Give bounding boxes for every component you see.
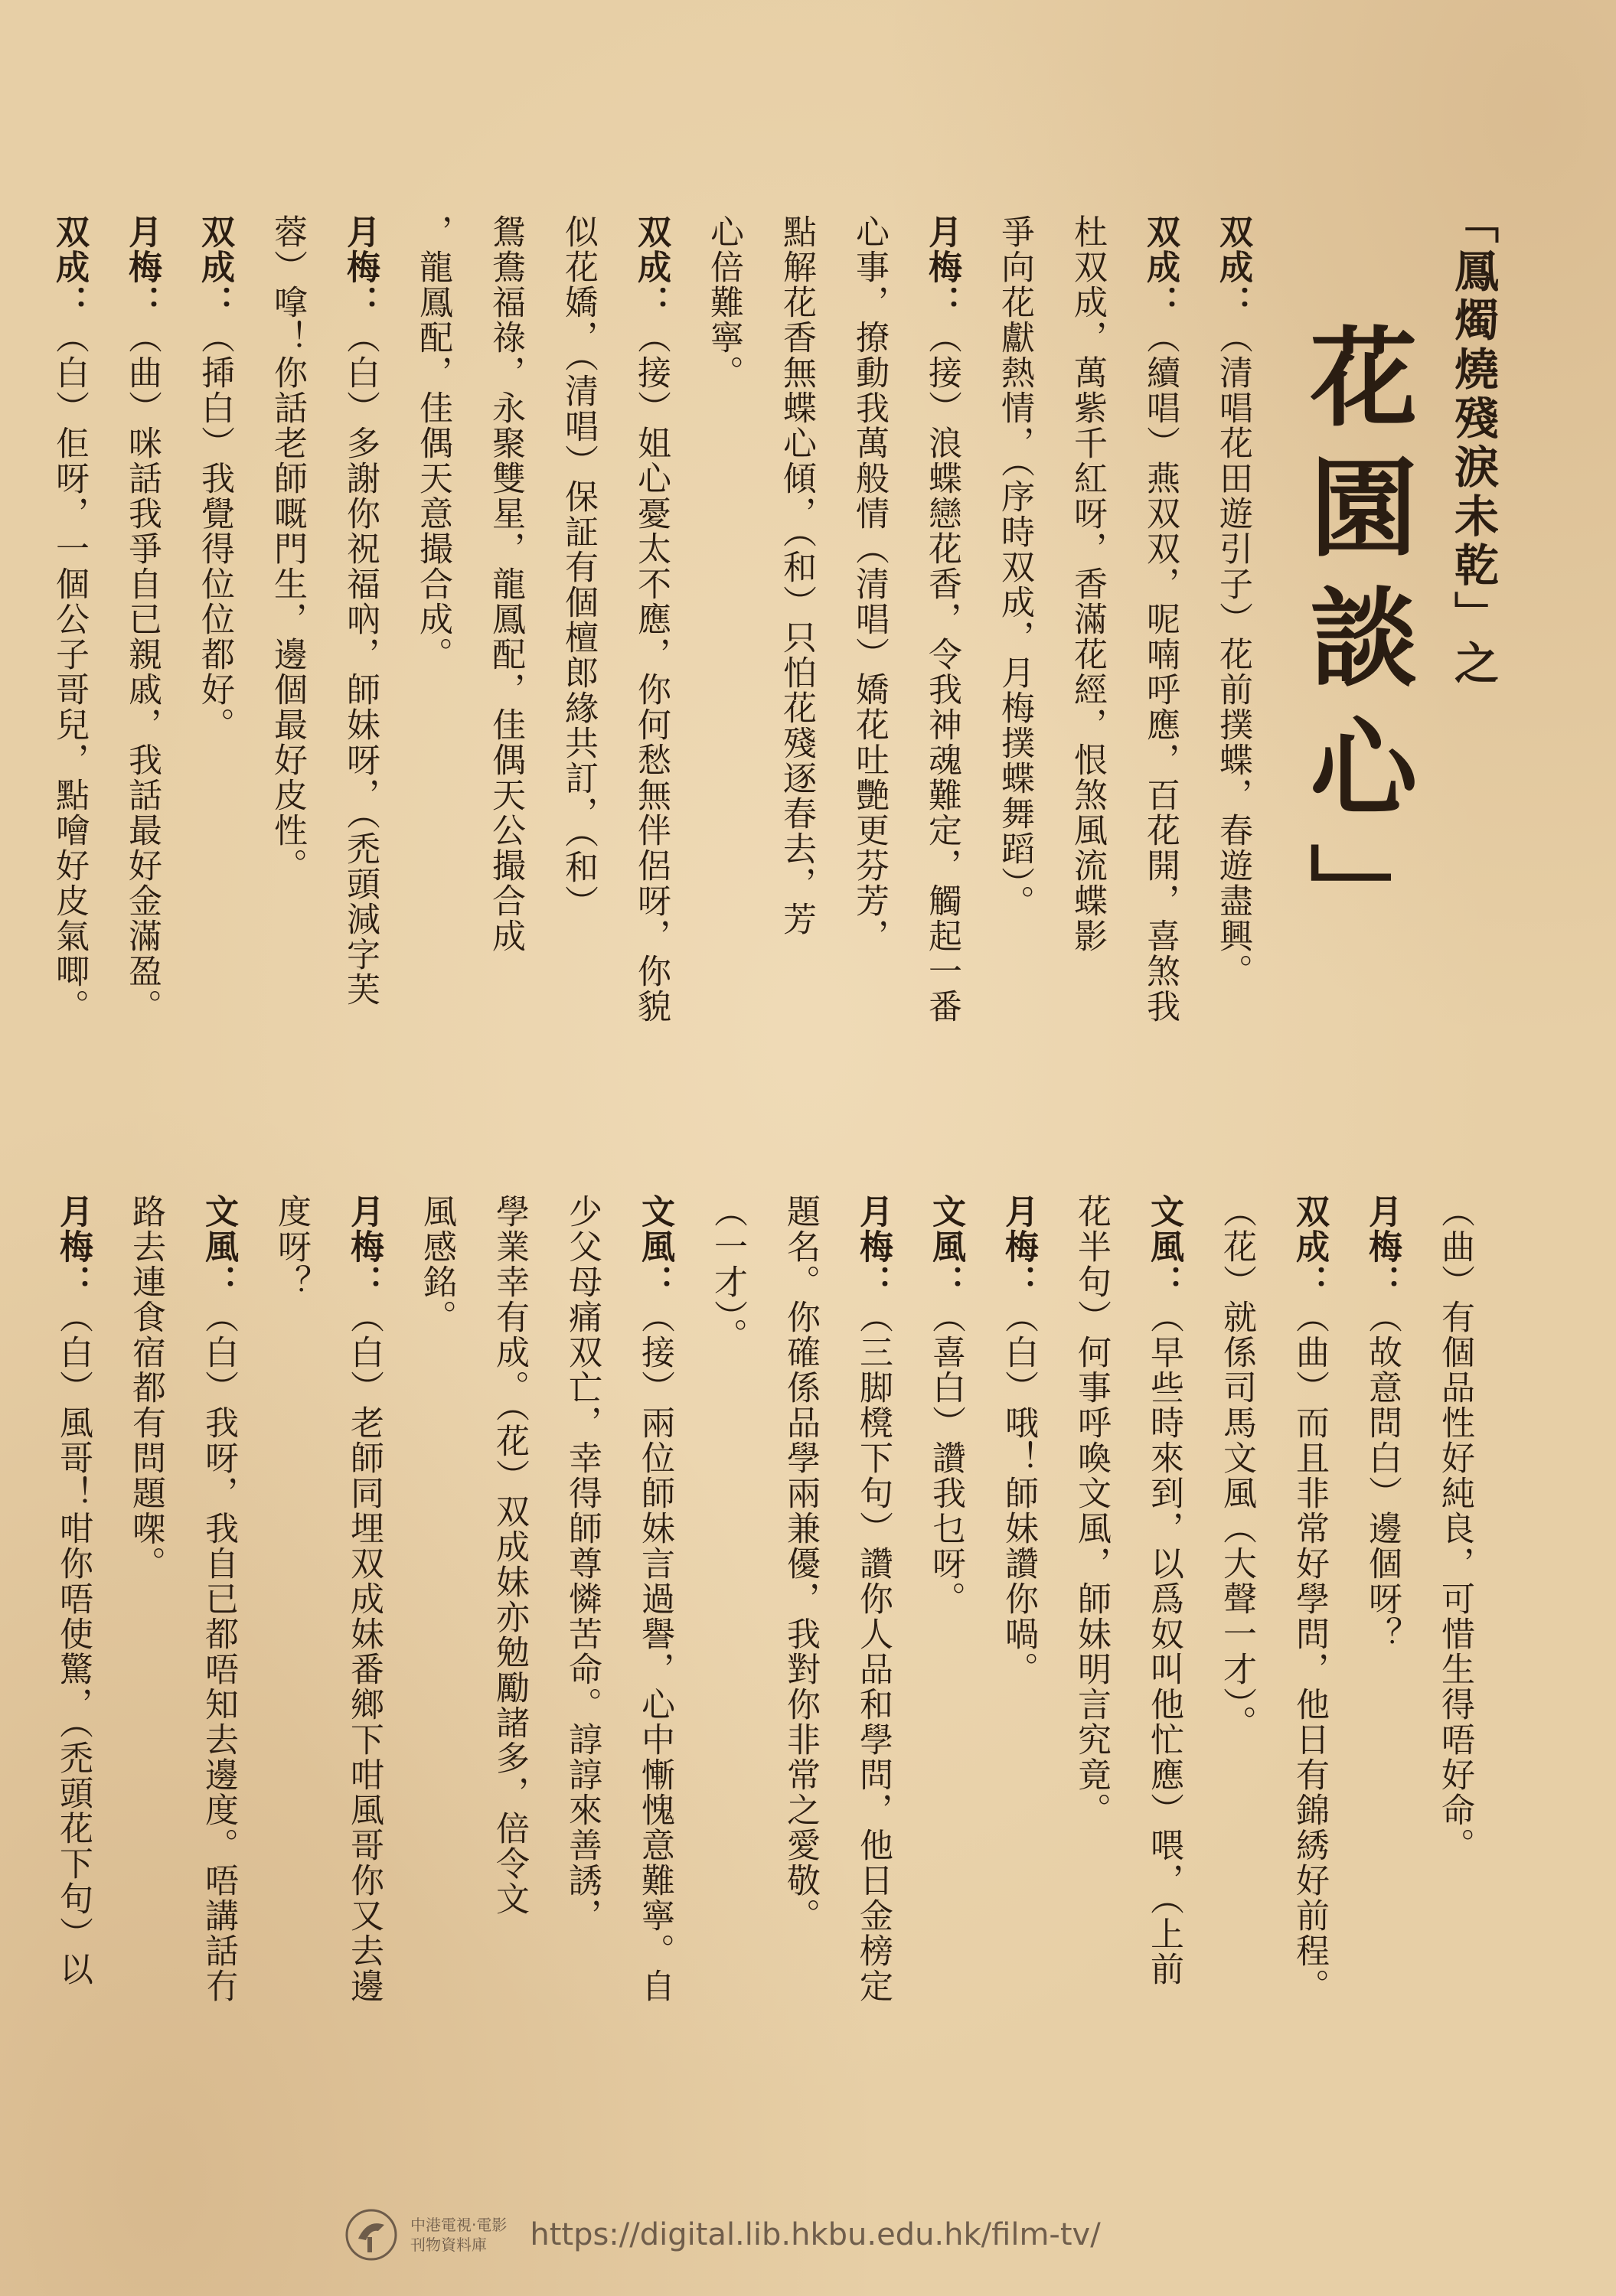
speaker-label: 文風： <box>199 1194 238 1300</box>
text-column <box>1432 1194 1477 2143</box>
dialogue-text: 蓉）嗱！你話老師嘅門生，邊個最好皮性。 <box>268 214 307 883</box>
dialogue-text: （早些時來到，以爲奴叫他忙應）喂，（上前 <box>1144 1300 1183 1987</box>
dialogue-text: （喜白）讚我乜呀。 <box>926 1300 965 1616</box>
dialogue-text: （續唱）燕双双，呢喃呼應，百花開，喜煞我 <box>1141 320 1180 1024</box>
dialogue-text: 題名。你確係品學兩兼優，我對你非常之愛敬。 <box>781 1194 820 1933</box>
dialogue-text: （接）浪蝶戀花香，令我神魂難定，觸起一番 <box>922 320 961 1024</box>
text-column <box>1141 1194 1187 2143</box>
speaker-label: 月梅： <box>922 214 961 320</box>
text-column <box>195 1194 241 2143</box>
text-column <box>991 214 1037 1117</box>
text-column <box>632 1194 677 2143</box>
text-column <box>1210 214 1255 1117</box>
dialogue-text: （白）多謝你祝福吶，師妹呀，（禿頭減字芙 <box>341 320 380 1007</box>
speaker-label: 月梅： <box>854 1194 893 1300</box>
text-column <box>1286 1194 1332 2143</box>
dialogue-text: 心倍難寧。 <box>704 214 743 390</box>
text-column <box>559 1194 605 2143</box>
dialogue-text: 路去連食宿都有問題㗎。 <box>126 1194 165 1581</box>
text-column <box>264 214 310 1117</box>
text-column <box>191 214 237 1117</box>
text-column <box>995 1194 1041 2143</box>
speaker-label: 双成： <box>195 214 234 320</box>
text-column <box>486 1194 532 2143</box>
text-column <box>341 1194 387 2143</box>
library-logo-icon <box>344 2208 398 2262</box>
speaker-label: 双成： <box>50 214 89 320</box>
text-column <box>919 214 965 1117</box>
text-column <box>922 1194 968 2143</box>
text-column <box>846 214 892 1117</box>
dialogue-text: （一才）。 <box>708 1194 747 1353</box>
dialogue-text: 花半句）何事呼喚文風，師妹明言究竟。 <box>1072 1194 1111 1828</box>
text-column <box>46 214 92 1117</box>
text-column <box>482 214 528 1117</box>
dialogue-text: （接）姐心憂太不應，你何愁無伴侶呀，你貌 <box>632 320 671 1024</box>
dialogue-text: （曲）而且非常好學問，他日有錦綉好前程。 <box>1290 1300 1329 2004</box>
text-column <box>413 1194 459 2143</box>
dialogue-text: （白）老師同埋双成妹番鄉下咁風哥你又去邊 <box>344 1300 384 2004</box>
dialogue-text: （花）就係司馬文風（大聲一才）。 <box>1217 1194 1256 1740</box>
dialogue-text: 爭向花獻熱情，（序時双成，月梅撲蝶舞蹈）。 <box>995 214 1034 920</box>
dialogue-text: （白）佢呀，一個公子哥兒，點噲好皮氣唧。 <box>50 320 89 1024</box>
text-column <box>773 214 819 1117</box>
dialogue-text: 學業幸有成。（花）双成妹亦勉勵諸多，倍令文 <box>490 1194 529 1916</box>
speaker-label: 月梅： <box>344 1194 384 1300</box>
dialogue-text: 杜双成，萬紫千紅呀，香滿花經，恨煞風流蝶影 <box>1068 214 1107 954</box>
dialogue-text: 少父母痛双亡，幸得師尊憐苦命。諄諄來善誘， <box>563 1194 602 1933</box>
speaker-label: 双成： <box>1141 214 1180 320</box>
dialogue-text: （揷白）我覺得位位都好。 <box>195 320 234 742</box>
text-column <box>1064 214 1110 1117</box>
library-name <box>410 2215 507 2255</box>
text-column <box>1068 1194 1114 2143</box>
dialogue-text: ，龍鳳配，佳偶天意撮合成。 <box>413 214 452 672</box>
library-name-line2: 刊物資料庫 <box>410 2236 487 2254</box>
dialogue-text: （曲）咪話我爭自已親戚，我話最好金滿盈。 <box>122 320 162 1024</box>
text-column <box>555 214 601 1117</box>
speaker-label: 文風： <box>635 1194 674 1300</box>
dialogue-text: （白）哦！師妹讚你喎。 <box>999 1300 1038 1687</box>
library-name-line1: 中港電視‧電影 <box>410 2216 508 2234</box>
dialogue-text: （白）風哥！咁你唔使驚，（禿頭花下句）以 <box>54 1300 93 1987</box>
text-column <box>268 1194 314 2143</box>
speaker-label: 月梅： <box>999 1194 1038 1300</box>
dialogue-text: （三脚櫈下句）讚你人品和學問，他日金榜定 <box>854 1300 893 2004</box>
text-column <box>1213 1194 1259 2143</box>
dialogue-text: （接）兩位師妹言過譽，心中慚愧意難寧。自 <box>635 1300 674 2004</box>
text-column <box>337 214 383 1117</box>
speaker-label: 文風： <box>1144 1194 1183 1300</box>
text-column <box>777 1194 823 2143</box>
library-url: https://digital.lib.hkbu.edu.hk/film-tv/ <box>530 2217 1101 2252</box>
section-heading: 「鳳燭燒殘淚未乾」之 <box>1447 199 1499 689</box>
text-column <box>410 214 455 1117</box>
text-column <box>50 1194 96 2143</box>
dialogue-text: 風感銘。 <box>417 1194 456 1335</box>
speaker-label: 月梅： <box>122 214 162 320</box>
speaker-label: 双成： <box>1290 1194 1329 1300</box>
text-column <box>1137 214 1183 1117</box>
speaker-label: 月梅： <box>341 214 380 320</box>
dialogue-text: 點解花香無蝶心傾，（和）只怕花殘逐春去，芳 <box>777 214 816 937</box>
dialogue-text: 心事，撩動我萬般情（清唱）嬌花吐艷更芬芳， <box>850 214 889 954</box>
speaker-label: 双成： <box>632 214 671 320</box>
text-column <box>850 1194 896 2143</box>
library-watermark <box>344 2204 1301 2265</box>
speaker-label: 月梅： <box>54 1194 93 1300</box>
dialogue-text: （曲）有個品性好純良，可惜生得唔好命。 <box>1435 1194 1474 1863</box>
text-column <box>704 1194 750 2143</box>
dialogue-text: 度呀？ <box>272 1194 311 1300</box>
speaker-label: 文風： <box>926 1194 965 1300</box>
dialogue-text: 鴛鴦福祿，永聚雙星，龍鳳配，佳偶天公撮合成 <box>486 214 525 954</box>
dialogue-text: （清唱花田遊引子）花前撲蝶，春遊盡興。 <box>1213 320 1252 989</box>
dialogue-text: 似花嬌，（清唱）保証有個檀郎緣共訂，（和） <box>559 214 598 920</box>
speaker-label: 双成： <box>1213 214 1252 320</box>
text-column <box>122 1194 168 2143</box>
text-column <box>119 214 165 1117</box>
page-title: 花園談心」 <box>1292 321 1418 972</box>
dialogue-text: （故意問白）邊個呀？ <box>1363 1300 1402 1652</box>
text-column <box>628 214 674 1117</box>
dialogue-text: （白）我呀，我自已都唔知去邊度。唔講話冇 <box>199 1300 238 2004</box>
speaker-label: 月梅： <box>1363 1194 1402 1300</box>
text-column <box>700 214 746 1117</box>
text-column <box>1359 1194 1405 2143</box>
